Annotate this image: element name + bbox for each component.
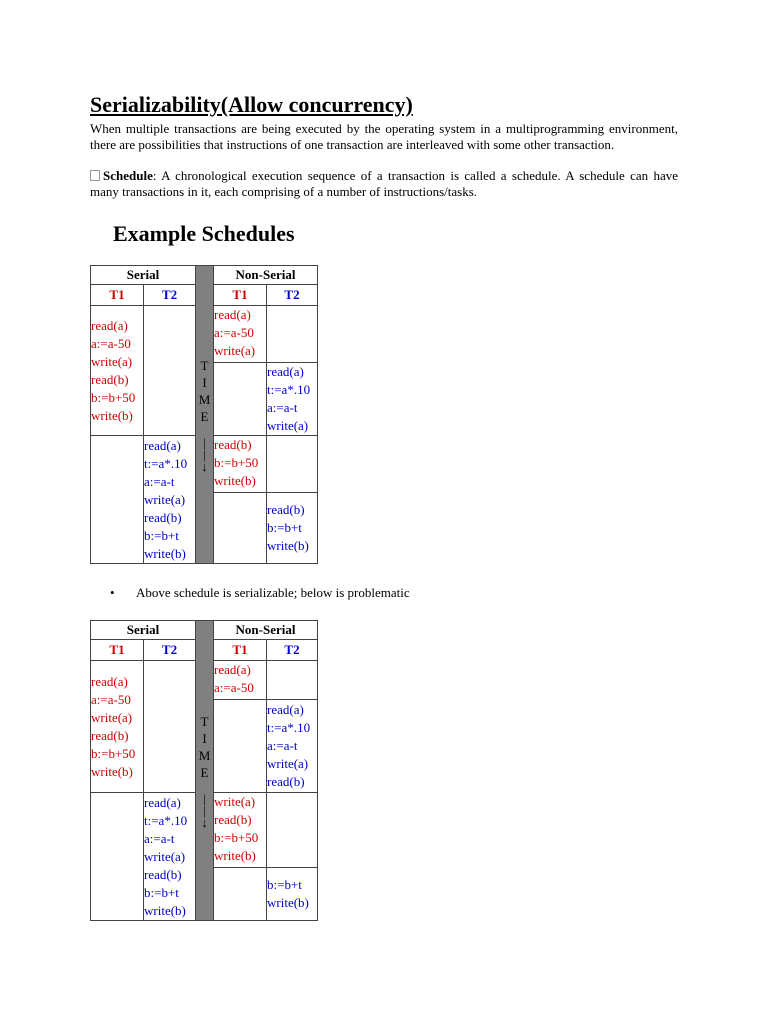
nonserial-t1-header: T1	[214, 640, 267, 661]
nonserial-t1-header: T1	[214, 285, 267, 306]
nonserial-t2-empty-b	[267, 436, 318, 493]
intro-paragraph: When multiple transactions are being executed by the operating system in a multiprogramming environment, there are possibilities that instructions of one transaction are interleaved with some other transaction.	[90, 121, 678, 152]
nonserial-t1-empty-b	[214, 868, 267, 921]
nonserial-t2-header: T2	[267, 640, 318, 661]
nonserial-t2-empty-a	[267, 661, 318, 700]
serial-t1-empty	[91, 436, 144, 564]
serial-t1-ops: read(a) a:=a-50 write(a) read(b) b:=b+50 write(b)	[91, 661, 144, 793]
time-arrow-icon: | | ↓	[201, 434, 208, 474]
serial-header: Serial	[91, 266, 196, 285]
nonserial-t2-ops-b: b:=b+t write(b)	[267, 868, 318, 921]
serial-t2-header: T2	[144, 285, 196, 306]
serial-t1-ops: read(a) a:=a-50 write(a) read(b) b:=b+50 write(b)	[91, 306, 144, 436]
time-label: T I M E	[198, 713, 211, 780]
schedule-definition	[90, 168, 678, 199]
nonserial-header: Non-Serial	[214, 266, 318, 285]
schedule-table-2	[90, 620, 318, 921]
time-label: T I M E	[198, 357, 211, 424]
serial-t2-empty	[144, 306, 196, 436]
nonserial-t1-ops-b: write(a) read(b) b:=b+50 write(b)	[214, 793, 267, 868]
nonserial-t1-empty-a	[214, 363, 267, 436]
serial-header: Serial	[91, 621, 196, 640]
nonserial-t2-empty-b	[267, 793, 318, 868]
nonserial-header: Non-Serial	[214, 621, 318, 640]
page-title: Serializability(Allow concurrency)	[90, 92, 413, 117]
section-heading: Example Schedules	[113, 221, 295, 246]
nonserial-t1-ops-a: read(a) a:=a-50	[214, 661, 267, 700]
time-arrow-icon: | | ↓	[201, 790, 208, 830]
schedule-table-1	[90, 265, 318, 564]
nonserial-t1-ops-a: read(a) a:=a-50 write(a)	[214, 306, 267, 363]
serial-t2-ops: read(a) t:=a*.10 a:=a-t write(a) read(b) b:=b+t write(b)	[144, 793, 196, 921]
nonserial-t1-ops-b: read(b) b:=b+50 write(b)	[214, 436, 267, 493]
nonserial-t1-empty-b	[214, 493, 267, 564]
serial-t2-ops: read(a) t:=a*.10 a:=a-t write(a) read(b) b:=b+t write(b)	[144, 436, 196, 564]
nonserial-t2-header: T2	[267, 285, 318, 306]
serial-t2-empty	[144, 661, 196, 793]
serial-t1-header: T1	[91, 285, 144, 306]
time-bar	[196, 621, 214, 921]
time-bar	[196, 266, 214, 564]
nonserial-t2-empty-a	[267, 306, 318, 363]
nonserial-t1-empty-a	[214, 700, 267, 793]
bullet-text: Above schedule is serializable; below is problematic	[136, 585, 410, 600]
serial-t1-empty	[91, 793, 144, 921]
serial-t2-header: T2	[144, 640, 196, 661]
bullet-dot-icon: •	[110, 585, 115, 600]
nonserial-t2-ops-b: read(b) b:=b+t write(b)	[267, 493, 318, 564]
nonserial-t2-ops-a: read(a) t:=a*.10 a:=a-t write(a) read(b)	[267, 700, 318, 793]
nonserial-t2-ops-a: read(a) t:=a*.10 a:=a-t write(a)	[267, 363, 318, 436]
serial-t1-header: T1	[91, 640, 144, 661]
bullet-box-icon	[90, 170, 100, 181]
bullet-item	[110, 585, 410, 601]
schedule-definition-text: : A chronological execution sequence of a transaction is called a schedule. A schedule can have many transactions in it, each comprising of a number of instructions/tasks.	[90, 168, 678, 199]
schedule-term: Schedule	[103, 168, 153, 183]
